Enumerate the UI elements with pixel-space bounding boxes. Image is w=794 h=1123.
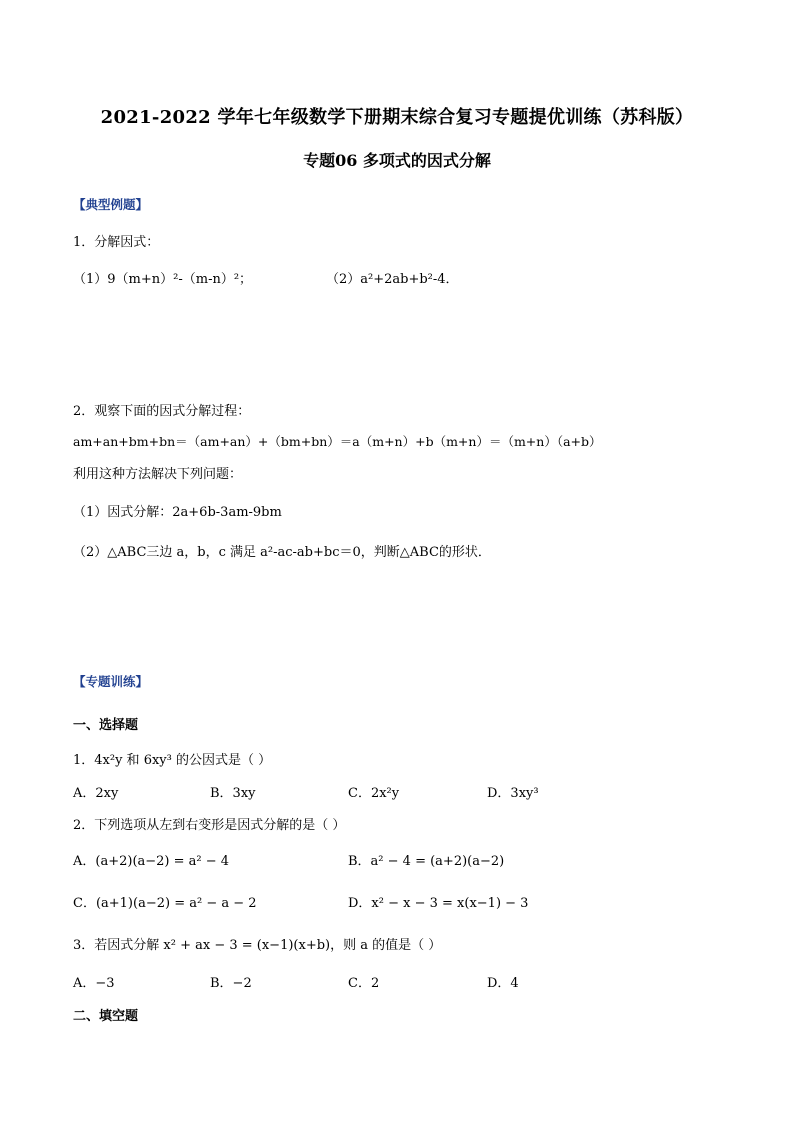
examples-section-tag: 【典型例题】 [73,197,149,212]
training-section-tag: 【专题训练】 [73,674,149,689]
example1-part1: （1）9（m+n）²-（m-n）²； [73,272,253,287]
question1-option-c: C．2x²y [348,786,400,801]
example1-part2: （2）a²+2ab+b²-4． [326,272,459,287]
fill-in-section-heading: 二、填空题 [73,1009,139,1024]
question3-option-a: A．−3 [73,976,115,991]
example1-stem: 1．分解因式： [73,235,160,250]
question3-option-d: D．4 [487,976,519,991]
question1-option-b: B．3xy [210,786,256,801]
question2-option-b: B．a² − 4 = (a+2)(a−2) [348,854,505,869]
example2-part1: （1）因式分解：2a+6b-3am-9bm [73,505,282,520]
example2-process: am+an+bm+bn＝（am+an）+（bm+bn）＝a（m+n）+b（m+n）＝（m+n）（a+b） [73,434,602,449]
question1-option-d: D．3xy³ [487,786,539,801]
question1-option-a: A．2xy [73,786,119,801]
question2-option-a: A．(a+2)(a−2) = a² − 4 [73,854,230,869]
question1-stem: 1．4x²y 和 6xy³ 的公因式是（ ） [73,753,272,768]
question2-option-c: C．(a+1)(a−2) = a² − a − 2 [73,896,257,911]
question2-option-d: D．x² − x − 3 = x(x−1) − 3 [348,896,529,911]
question3-stem: 3．若因式分解 x² + ax − 3 = (x−1)(x+b)，则 a 的值是（ ） [73,938,442,953]
page-subtitle: 专题06 多项式的因式分解 [303,151,491,170]
question3-option-c: C．2 [348,976,380,991]
example2-stem: 2．观察下面的因式分解过程： [73,404,251,419]
example2-instruction: 利用这种方法解决下列问题： [73,467,243,482]
choice-section-heading: 一、选择题 [73,718,139,733]
question3-option-b: B．−2 [210,976,252,991]
page-title: 2021-2022 学年七年级数学下册期末综合复习专题提优训练（苏科版） [100,107,694,128]
question2-stem: 2．下列选项从左到右变形是因式分解的是（ ） [73,818,346,833]
example2-part2: （2）△ABC三边 a，b，c 满足 a²-ac-ab+bc＝0，判断△ABC的形状． [73,545,491,560]
